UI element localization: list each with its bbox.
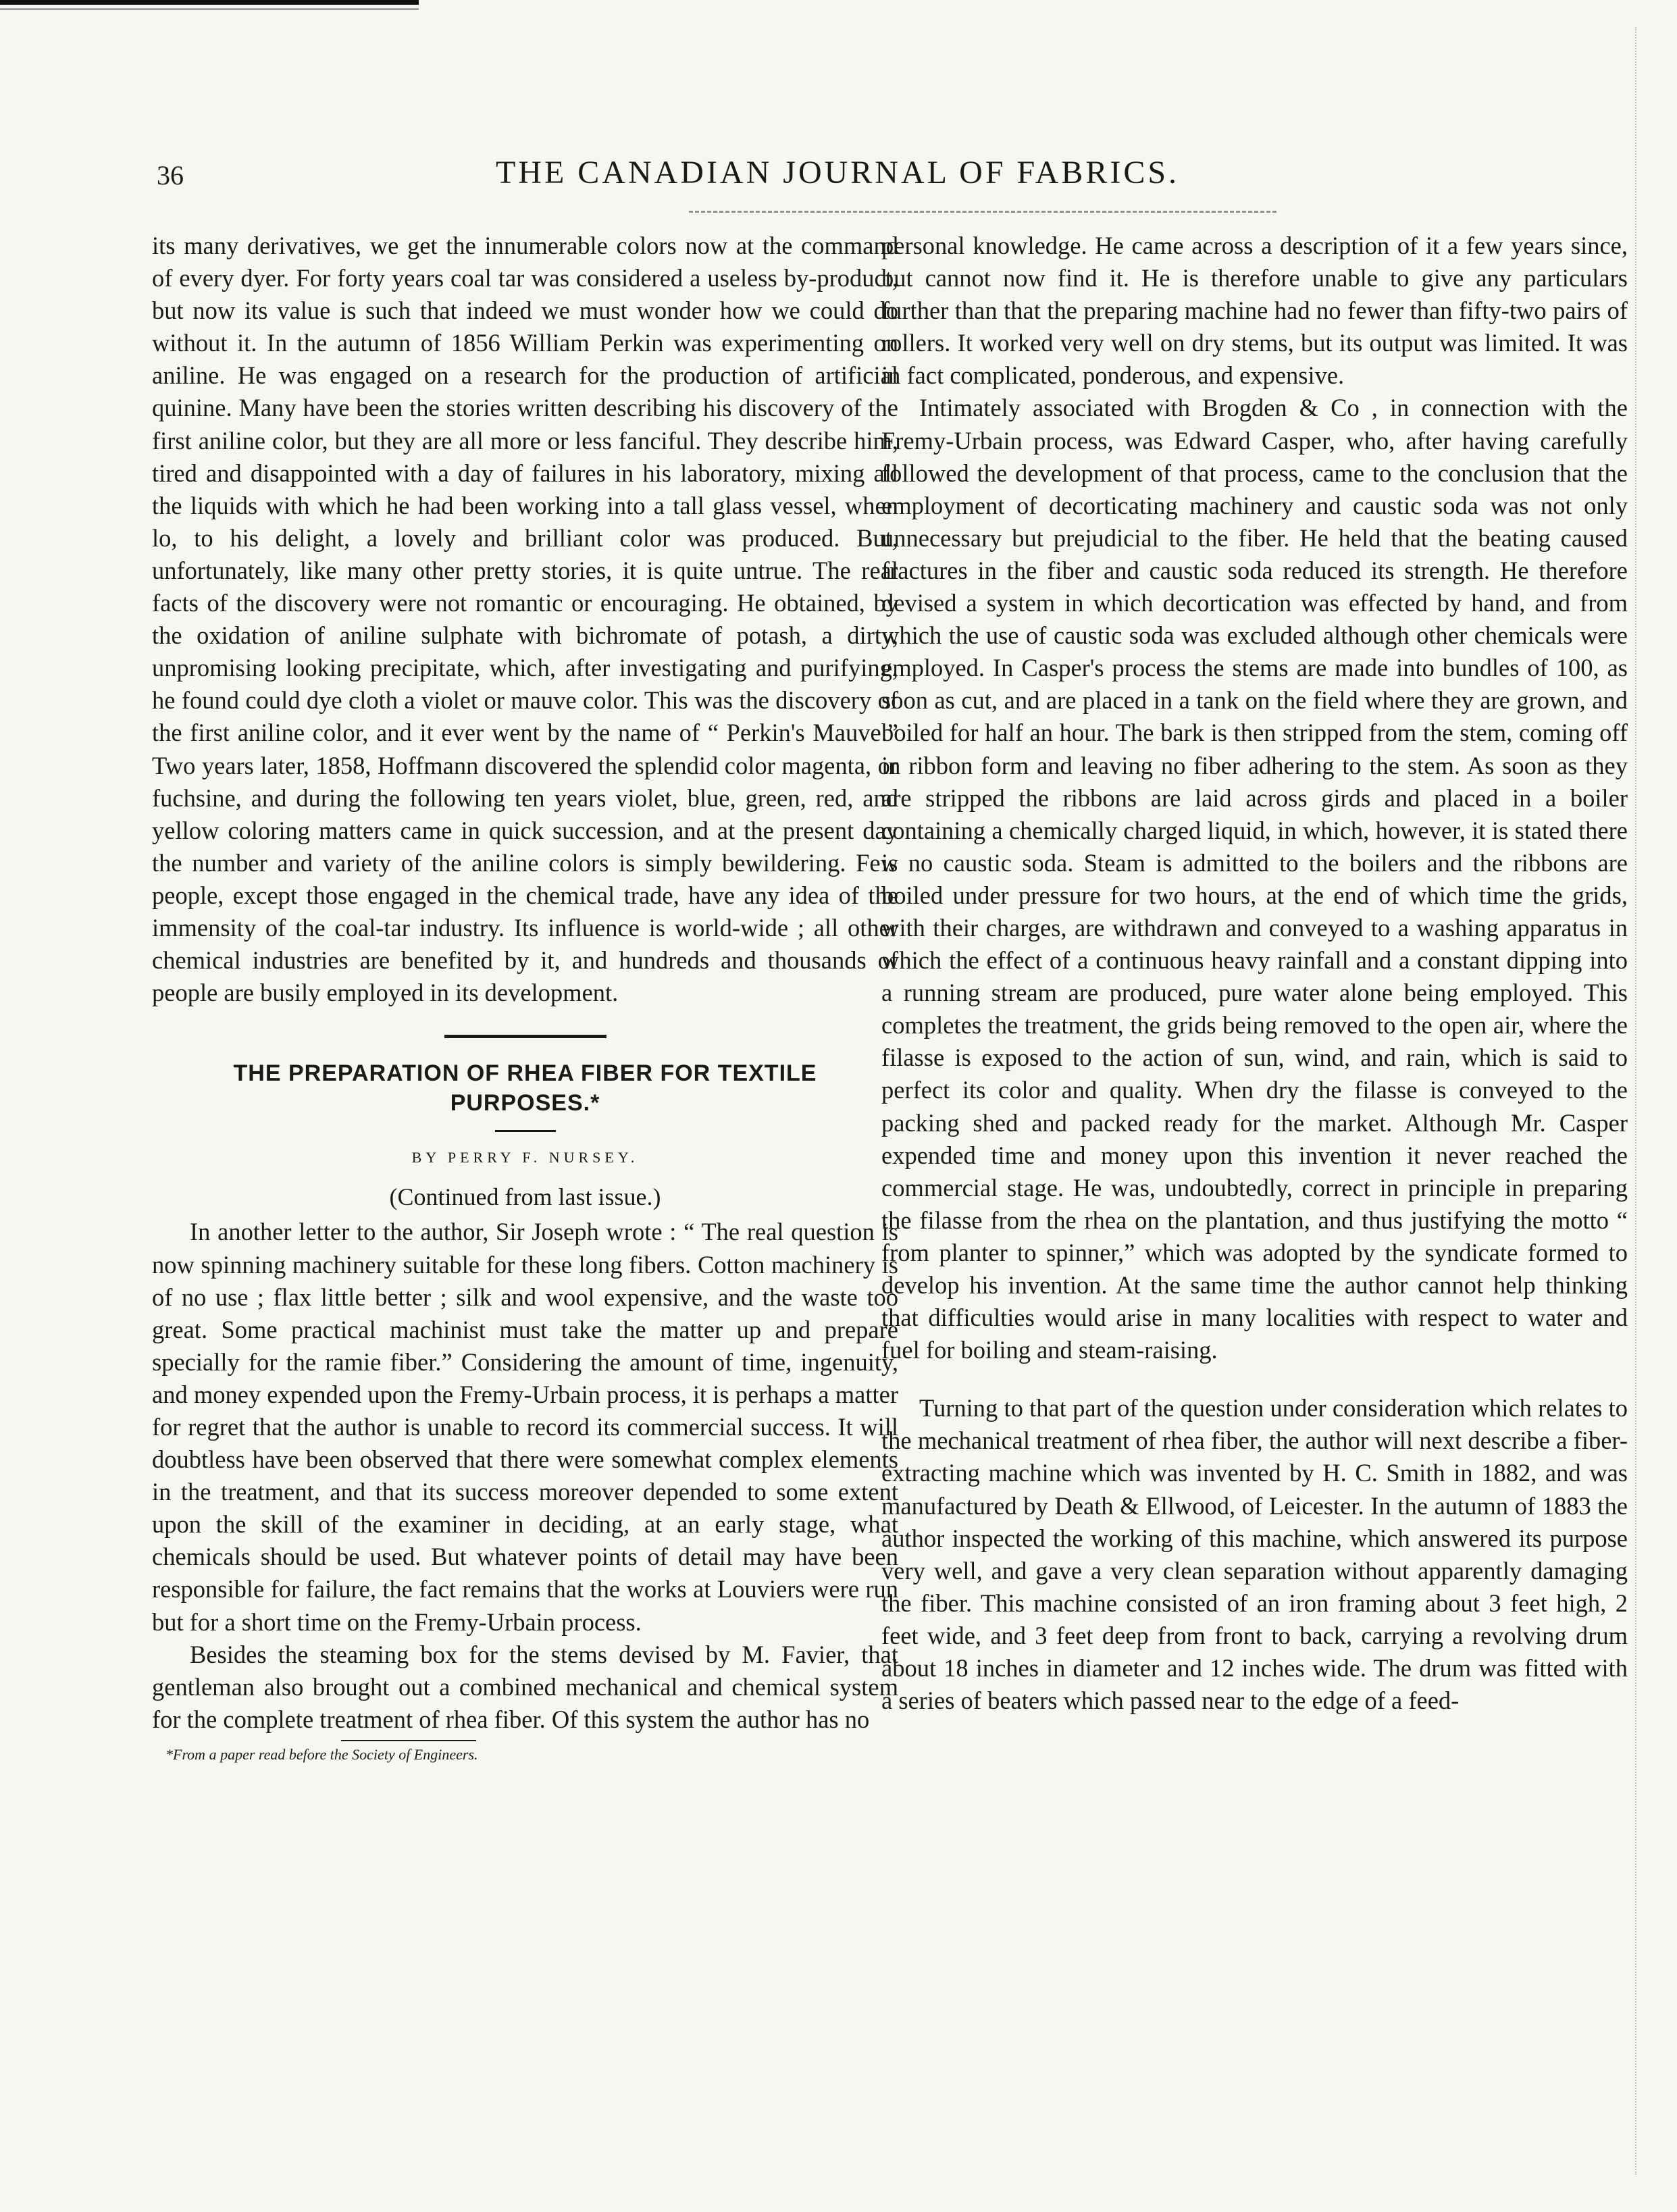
- article-title: THE PREPARATION OF RHEA FIBER FOR TEXTILE PURPOSES.*: [233, 1060, 817, 1116]
- footnote: *From a paper read before the Society of Engineers.: [165, 1745, 478, 1763]
- right-column: [881, 230, 1628, 1717]
- paragraph: In another letter to the author, Sir Joseph wrote : “ The real question is now spinning machinery suitable for these long fibers. Cotton machinery is of no use ; flax little better ; silk and wool expensive, and the waste too great. Some practical machinist must take the matter up and prepare specially for the ramie fiber.” Considering the amount of time, ingenuity, and money expended upon the Fremy-Urbain process, it is perhaps a matter for regret that the author is unable to record its commercial success. It will doubtless have been observed that there were somewhat complex elements in the treatment, and that its success moreover depended to some extent upon the skill of the examiner in deciding, at an early stage, what chemicals should be used. But whatever points of detail may have been responsible for failure, the fact remains that the works at Louviers were run but for a short time on the Fremy-Urbain process.: [152, 1218, 898, 1636]
- left-column: [152, 230, 898, 1764]
- paragraph: personal knowledge. He came across a description of it a few years since, but cannot now find it. He is therefore unable to give any particulars further than that the preparing machine had no fewer than fifty-two pairs of rollers. It worked very well on dry stems, but its output was limited. It was in fact complicated, ponderous, and expensive.: [881, 232, 1628, 390]
- scan-right-edge: [1635, 27, 1663, 2175]
- scan-edge-mark: [0, 0, 419, 12]
- footnote-rule: [341, 1740, 476, 1741]
- section-divider: [444, 1035, 607, 1038]
- paragraph: Besides the steaming box for the stems devised by M. Favier, that gentleman also brought out a combined mechanical and chemical system for the complete treatment of rhea fiber. Of this system the author has no: [152, 1640, 898, 1733]
- paragraph: Turning to that part of the question under consideration which relates to the mechanical treatment of rhea fiber, the author will next describe a fiber-extracting machine which was invented by H. C. Smith in 1882, and was manufactured by Death & Ellwood, of Leicester. In the autumn of 1883 the author inspected the working of this machine, which answered its purpose very well, and gave a very clean separation without apparently damaging the fiber. This machine consisted of an iron framing about 3 feet high, 2 feet wide, and 3 feet deep from front to back, carrying a revolving drum about 18 inches in diameter and 12 inches wide. The drum was fitted with a series of beaters which passed near to the edge of a feed-: [881, 1394, 1628, 1715]
- continued-note: (Continued from last issue.): [389, 1183, 661, 1211]
- page-number: 36: [157, 160, 184, 190]
- paragraph: its many derivatives, we get the innumerable colors now at the command of every dyer. For forty years coal tar was considered a useless by-product, but now its value is such that indeed we must wonder how we could do without it. In the autumn of 1856 William Perkin was experimenting on aniline. He was engaged on a research for the production of artificial quinine. Many have been the stories written describing his discovery of the first aniline color, but they are all more or less fanciful. They describe him, tired and disappointed with a day of failures in his laboratory, mixing all the liquids with which he had been working into a tall glass vessel, when lo, to his delight, a lovely and brilliant color was produced. But, unfortunately, like many other pretty stories, it is quite untrue. The real facts of the discovery were not romantic or encouraging. He obtained, by the oxidation of aniline sulphate with bichromate of potash, a dirty, unpromising looking precipitate, which, after investigating and purifying, he found could dye cloth a violet or mauve color. This was the discovery of the first aniline color, and it ever went by the name of “ Perkin's Mauve.” Two years later, 1858, Hoffmann discovered the splendid color magenta, or fuchsine, and during the following ten years violet, blue, green, red, and yellow coloring matters came in quick succession, and at the present day the number and variety of the aniline colors is simply bewildering. Few people, except those engaged in the chemical trade, have any idea of the immensity of the coal-tar industry. Its influence is world-wide ; all other chemical industries are benefited by it, and hundreds and thousands of people are busily employed in its development.: [152, 232, 898, 1007]
- header-rule: [689, 211, 1276, 214]
- paragraph: Intimately associated with Brogden & Co , in connection with the Fremy-Urbain process, was Edward Casper, who, after having carefully followed the development of that process, came to the conclusion that the employment of decorticating machinery and caustic soda was not only unnecessary but prejudicial to the fiber. He held that the beating caused fractures in the fiber and caustic soda reduced its strength. He therefore devised a system in which decortication was effected by hand, and from which the use of caustic soda was excluded although other chemicals were employed. In Casper's process the stems are made into bundles of 100, as soon as cut, and are placed in a tank on the field where they are grown, and boiled for half an hour. The bark is then stripped from the stem, coming off in ribbon form and leaving no fiber adhering to the stem. As soon as they are stripped the ribbons are laid across girds and placed in a boiler containing a chemically charged liquid, in which, however, it is stated there is no caustic soda. Steam is admitted to the boilers and the ribbons are boiled under pressure for two hours, at the end of which time the grids, with their charges, are withdrawn and conveyed to a washing apparatus in which the effect of a continuous heavy rainfall and a constant dipping into a running stream are produced, pure water alone being employed. This completes the treatment, the grids being removed to the open air, where the filasse is exposed to the action of sun, wind, and rain, which is said to perfect its color and quality. When dry the filasse is conveyed to the packing shed and packed ready for the market. Although Mr. Casper expended time and money upon this invention it never reached the commercial stage. He was, undoubtedly, correct in principle in preparing the filasse from the rhea on the plantation, and thus justifying the motto “ from planter to spinner,” which was adopted by the syndicate formed to develop his invention. At the same time the author cannot help thinking that difficulties would arise in many localities with respect to water and fuel for boiling and steam-raising.: [881, 394, 1628, 1364]
- running-head: THE CANADIAN JOURNAL OF FABRICS.: [495, 155, 1180, 190]
- title-rule: [495, 1130, 556, 1132]
- byline: BY PERRY F. NURSEY.: [411, 1149, 639, 1166]
